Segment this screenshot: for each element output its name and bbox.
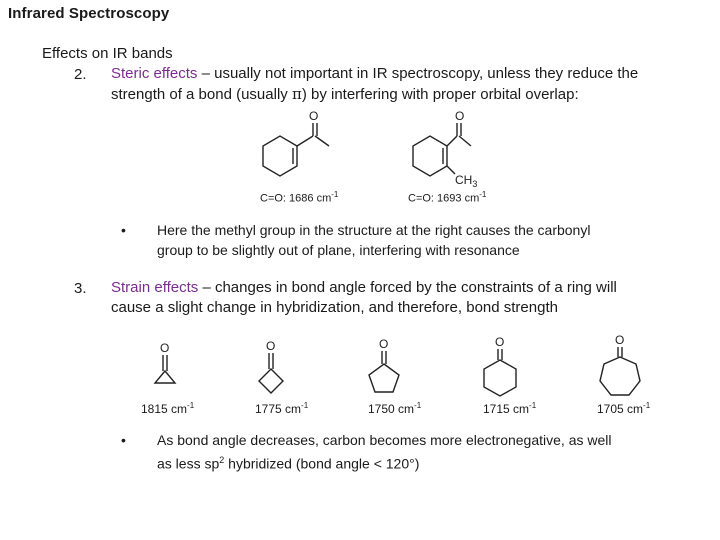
item-2-line-1-text: – usually not important in IR spectroscopy, unless they reduce the bbox=[197, 65, 639, 82]
item-2-line-2-post: ) by interfering with proper orbital overlap: bbox=[301, 86, 579, 103]
cycloheptane-ring bbox=[600, 357, 640, 395]
sp2-superscript: 2 bbox=[219, 455, 225, 465]
methyl-bond bbox=[459, 136, 471, 146]
bullet-2-line-2-pre: as less sp bbox=[157, 455, 220, 472]
ring-caption-4 bbox=[483, 401, 536, 416]
ring-caption-2-value: 1775 cm bbox=[255, 402, 302, 416]
ring-caption-3-value: 1750 cm bbox=[368, 402, 415, 416]
cyclopropanone-structure bbox=[140, 338, 190, 398]
section-heading: Effects on IR bands bbox=[42, 45, 173, 62]
ring-caption-4-value: 1715 cm bbox=[483, 402, 530, 416]
steric-caption-1-label: C=O: 1686 cm bbox=[260, 192, 332, 205]
steric-caption-1 bbox=[260, 190, 338, 205]
oxygen-atom: O bbox=[379, 337, 389, 351]
ring-caption-2-exp: -1 bbox=[301, 401, 309, 410]
cyclobutanone-structure bbox=[254, 336, 304, 396]
methyl-bond bbox=[315, 136, 329, 146]
item-2-number: 2. bbox=[74, 66, 87, 83]
cyclobutane-ring bbox=[259, 369, 283, 393]
item-3-number: 3. bbox=[74, 280, 87, 297]
methyl-label: $CH_3$ bbox=[455, 173, 478, 189]
item-3-line-1 bbox=[111, 278, 711, 298]
methyl-cyclohexenyl-ketone-structure bbox=[405, 110, 515, 190]
pi-symbol: π bbox=[291, 85, 302, 103]
cyclohexenyl-ketone-structure bbox=[255, 110, 365, 190]
bullet-2-text bbox=[157, 430, 717, 474]
cyclopropane-ring bbox=[155, 371, 175, 383]
steric-caption-2 bbox=[408, 190, 486, 205]
oxygen-atom: O bbox=[309, 109, 319, 123]
cyclohexene-ring bbox=[413, 136, 447, 176]
ring-caption-1-exp: -1 bbox=[187, 401, 195, 410]
bullet-2-line-2-post: hybridized (bond angle < 120°) bbox=[224, 455, 420, 472]
item-2-text bbox=[111, 64, 711, 105]
cyclohexane-ring bbox=[484, 360, 516, 396]
strain-effects-label: Strain effects bbox=[111, 279, 199, 296]
steric-caption-2-exp: -1 bbox=[479, 190, 487, 199]
item-3-text bbox=[111, 278, 711, 318]
bullet-2-line-1: As bond angle decreases, carbon becomes more electronegative, as well bbox=[157, 432, 612, 448]
oxygen-atom: O bbox=[615, 333, 625, 347]
bullet-1-line-2: group to be slightly out of plane, interfering with resonance bbox=[157, 242, 520, 258]
bullet-2-symbol: • bbox=[121, 432, 126, 448]
bullet-1-symbol: • bbox=[121, 222, 126, 238]
slide-title: Infrared Spectroscopy bbox=[8, 5, 170, 22]
ring-caption-1-value: 1815 cm bbox=[141, 402, 188, 416]
bullet-2-line-2 bbox=[157, 450, 717, 474]
bullet-1-text bbox=[157, 220, 717, 260]
item-2-line-1 bbox=[111, 64, 711, 84]
item-2-line-2 bbox=[111, 84, 711, 105]
ring-methyl-bond bbox=[447, 166, 455, 174]
oxygen-atom: O bbox=[455, 109, 465, 123]
ring-caption-5-exp: -1 bbox=[643, 401, 651, 410]
cyclohexene-ring bbox=[263, 136, 297, 176]
ring-caption-1 bbox=[141, 401, 194, 416]
ring-carbonyl-bond bbox=[447, 136, 457, 146]
ring-caption-4-exp: -1 bbox=[529, 401, 537, 410]
ring-carbonyl-bond bbox=[297, 136, 313, 146]
steric-caption-1-exp: -1 bbox=[331, 190, 339, 199]
cycloheptanone-structure bbox=[593, 332, 649, 402]
oxygen-atom: O bbox=[160, 341, 170, 355]
oxygen-atom: O bbox=[266, 339, 276, 353]
cyclopentanone-structure bbox=[364, 334, 414, 394]
ring-caption-5-value: 1705 cm bbox=[597, 402, 644, 416]
bullet-1-line-1: Here the methyl group in the structure at the right causes the carbonyl bbox=[157, 222, 591, 238]
steric-caption-2-label: C=O: 1693 cm bbox=[408, 192, 480, 205]
item-3-line-2: cause a slight change in hybridization, and therefore, bond strength bbox=[111, 299, 558, 316]
ring-caption-5 bbox=[597, 401, 650, 416]
ring-caption-2 bbox=[255, 401, 308, 416]
item-3-line-1-text: – changes in bond angle forced by the constraints of a ring will bbox=[198, 279, 617, 296]
steric-effects-label: Steric effects bbox=[111, 65, 198, 82]
cyclohexanone-structure bbox=[478, 334, 528, 398]
item-2-line-2-pre: strength of a bond (usually bbox=[111, 86, 292, 103]
oxygen-atom: O bbox=[495, 335, 505, 349]
ring-caption-3-exp: -1 bbox=[414, 401, 422, 410]
ring-caption-3 bbox=[368, 401, 421, 416]
cyclopentane-ring bbox=[369, 364, 399, 392]
